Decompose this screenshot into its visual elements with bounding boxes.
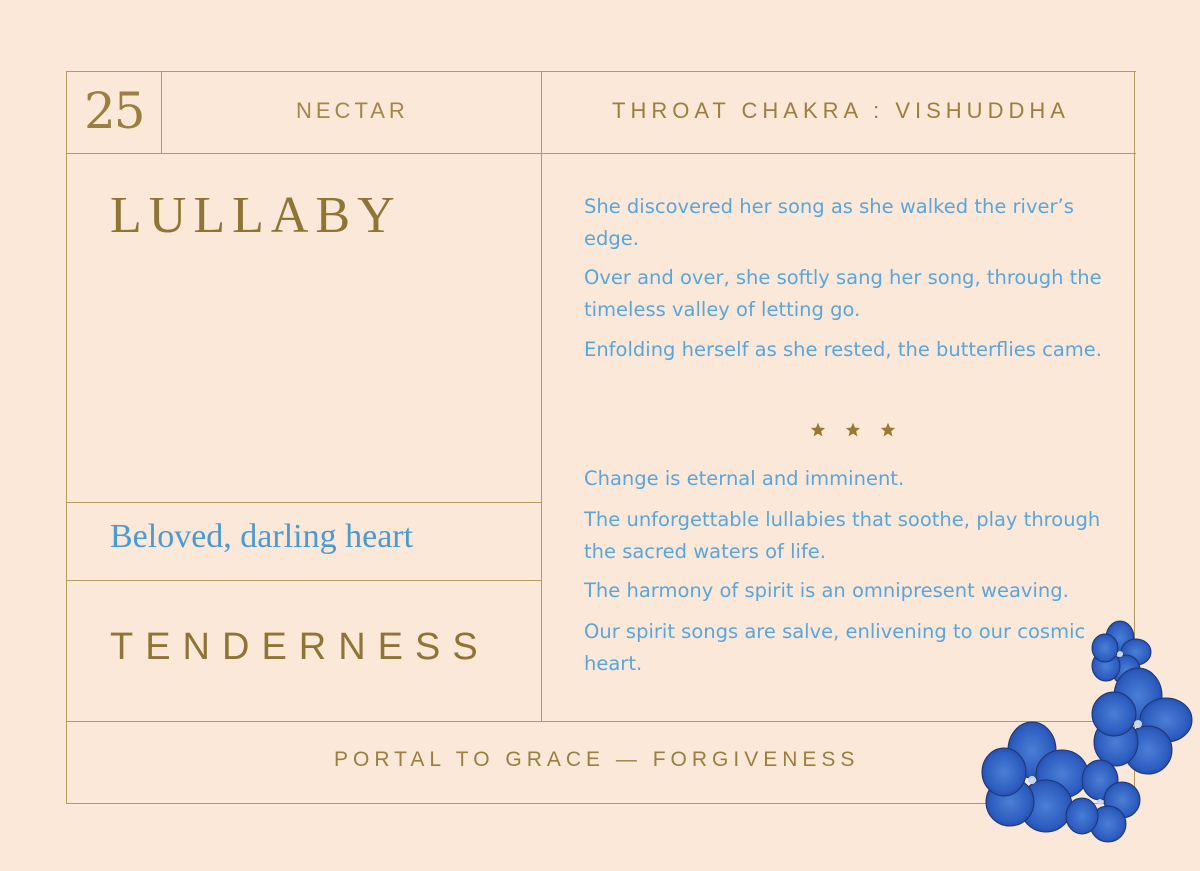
card-category: NECTAR [296,98,409,123]
verse-line: The harmony of spirit is an omnipresent weaving. [584,579,1069,602]
three-stars-icon [810,422,896,440]
card-subtitle: Beloved, darling heart [110,518,414,555]
verse-line: Enfolding herself as she rested, the butterflies came. [584,338,1102,361]
hydrangea-flowers-image [960,612,1200,852]
card-quality: TENDERNESS [110,626,490,668]
frame-left [66,71,67,804]
card-number: 25 [84,82,144,140]
verse-line: Our spirit songs are salve, enlivening to our cosmic heart. [584,620,1086,675]
verse-line: The unforgettable lullabies that soothe, play through the sacred waters of life. [584,508,1101,563]
verse-line: Change is eternal and imminent. [584,467,905,490]
frame-number-divider [161,71,162,154]
frame-subtitle-top [66,502,542,503]
frame-center [541,71,542,722]
verse-line: She discovered her song as she walked the river’s edge. [584,195,1074,250]
frame-subtitle-bottom [66,580,542,581]
portal-label: PORTAL TO GRACE — FORGIVENESS [334,748,860,771]
frame-header-bottom [66,153,1136,154]
frame-top [66,71,1136,72]
chakra-label: THROAT CHAKRA : VISHUDDHA [612,98,1070,123]
verse-line: Over and over, she softly sang her song, through the timeless valley of letting go. [584,266,1102,321]
card-title: LULLABY [110,187,402,244]
